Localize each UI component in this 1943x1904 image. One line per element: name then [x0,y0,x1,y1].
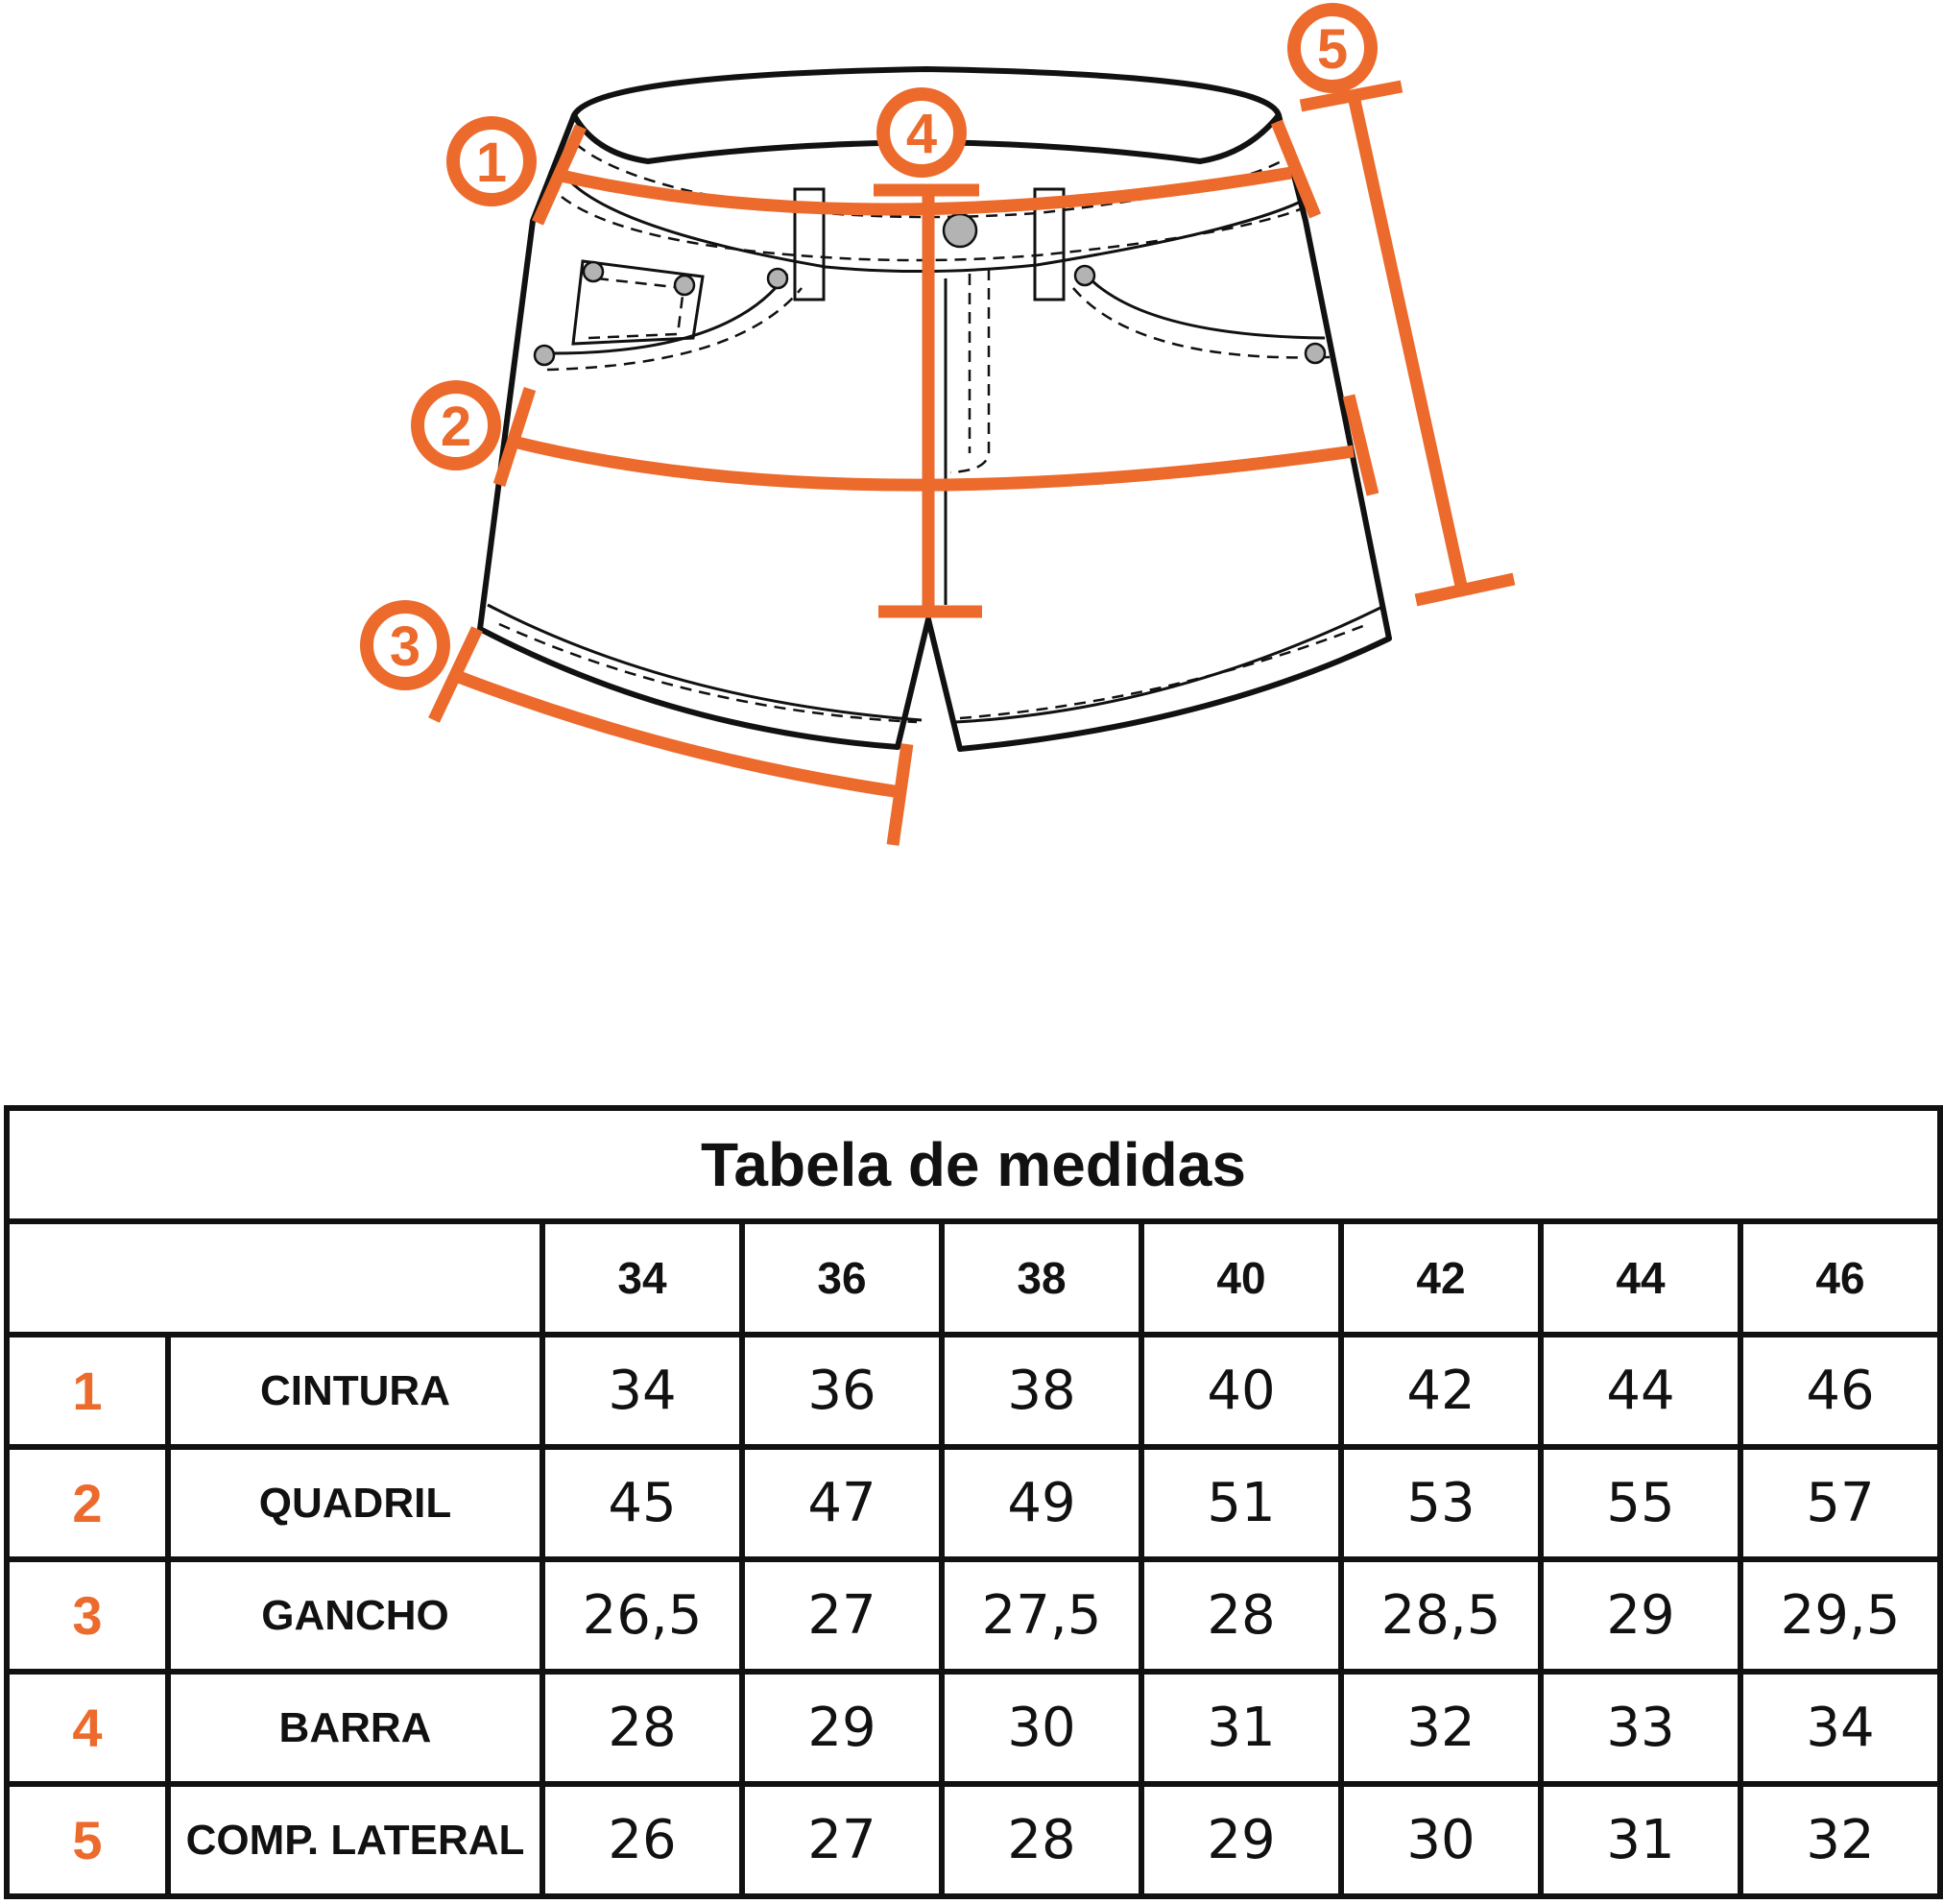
row-number: 1 [7,1335,168,1447]
cell-value: 27 [742,1784,942,1896]
cell-value: 28 [942,1784,1141,1896]
size-header: 44 [1541,1221,1740,1335]
rivet [535,346,554,365]
size-header: 40 [1141,1221,1341,1335]
cell-value: 29,5 [1740,1559,1940,1672]
row-label: GANCHO [168,1559,542,1672]
cell-value: 30 [1341,1784,1541,1896]
cell-value: 27 [742,1559,942,1672]
cell-value: 28 [542,1672,742,1784]
cell-value: 26,5 [542,1559,742,1672]
table-row [7,1447,1940,1559]
cell-value: 49 [942,1447,1141,1559]
table-row [7,1672,1940,1784]
rivet [584,262,603,281]
cell-value: 29 [742,1672,942,1784]
size-table [4,1105,1943,1899]
rivet [768,269,787,288]
cell-value: 38 [942,1335,1141,1447]
marker-2 [418,387,494,464]
cell-value: 51 [1141,1447,1341,1559]
marker-1-label: 1 [475,132,508,194]
cell-value: 29 [1541,1559,1740,1672]
marker-1 [453,123,530,200]
cell-value: 40 [1141,1335,1341,1447]
table-title: Tabela de medidas [7,1108,1940,1221]
cell-value: 47 [742,1447,942,1559]
cell-value: 28 [1141,1559,1341,1672]
table-row [7,1784,1940,1896]
cell-value: 31 [1141,1672,1341,1784]
cell-value: 55 [1541,1447,1740,1559]
row-number: 2 [7,1447,168,1559]
cell-value: 30 [942,1672,1141,1784]
row-label: BARRA [168,1672,542,1784]
size-header: 34 [542,1221,742,1335]
size-header: 38 [942,1221,1141,1335]
table-row [7,1335,1940,1447]
rivet [1306,344,1325,363]
cell-value: 53 [1341,1447,1541,1559]
row-label: CINTURA [168,1335,542,1447]
marker-4 [883,94,960,171]
cell-value: 26 [542,1784,742,1896]
cell-value: 27,5 [942,1559,1141,1672]
cell-value: 34 [542,1335,742,1447]
waist-button [944,214,976,247]
row-number: 5 [7,1784,168,1896]
cell-value: 45 [542,1447,742,1559]
marker-3 [367,607,444,684]
cell-value: 46 [1740,1335,1940,1447]
row-label: COMP. LATERAL [168,1784,542,1896]
rivet [675,276,694,295]
measure-tick [893,744,907,845]
size-header: 36 [742,1221,942,1335]
cell-value: 42 [1341,1335,1541,1447]
cell-value: 36 [742,1335,942,1447]
size-header-blank [7,1221,542,1335]
cell-value: 44 [1541,1335,1740,1447]
marker-5 [1294,10,1371,86]
cell-value: 57 [1740,1447,1940,1559]
cell-value: 31 [1541,1784,1740,1896]
cell-value: 33 [1541,1672,1740,1784]
marker-4-label: 4 [905,103,938,165]
row-label: QUADRIL [168,1447,542,1559]
row-number: 4 [7,1672,168,1784]
cell-value: 28,5 [1341,1559,1541,1672]
marker-3-label: 3 [389,615,421,678]
measure-line-side [1354,96,1461,586]
marker-2-label: 2 [440,396,472,458]
size-header: 46 [1740,1221,1940,1335]
table-row [7,1559,1940,1672]
size-header: 42 [1341,1221,1541,1335]
cell-value: 32 [1740,1784,1940,1896]
rivet [1075,266,1094,285]
cell-value: 29 [1141,1784,1341,1896]
row-number: 3 [7,1559,168,1672]
marker-5-label: 5 [1316,18,1349,81]
cell-value: 34 [1740,1672,1940,1784]
cell-value: 32 [1341,1672,1541,1784]
